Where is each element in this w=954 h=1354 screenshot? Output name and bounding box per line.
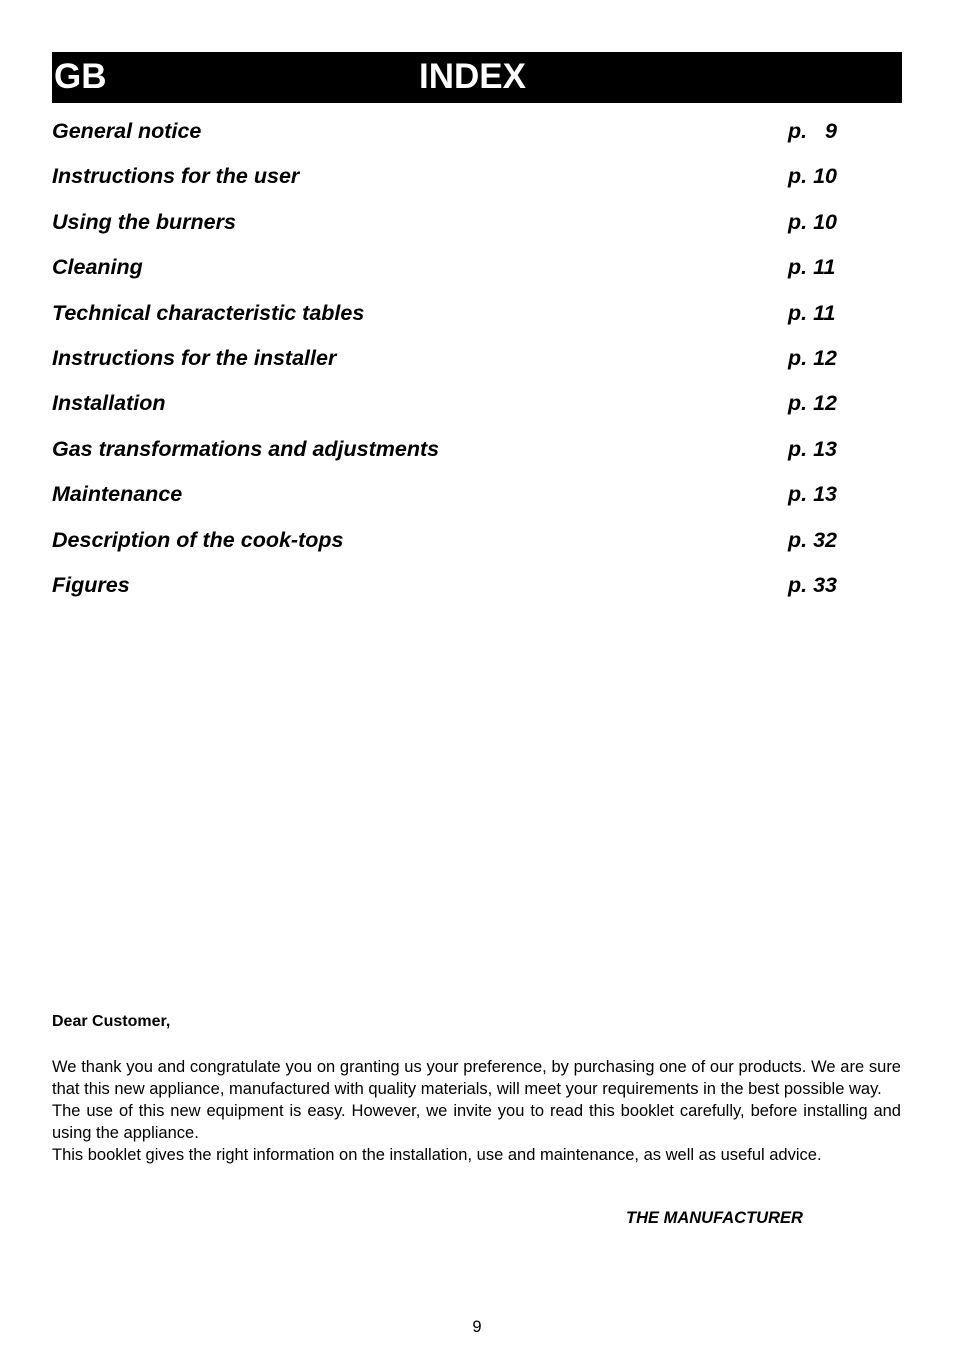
page-title: INDEX	[419, 57, 526, 96]
letter-greeting: Dear Customer,	[52, 1013, 171, 1030]
toc-item-page: p. 33	[788, 572, 837, 597]
letter-paragraph: The use of this new equipment is easy. However, we invite you to read this booklet carefully, before installing and using the appliance.	[52, 1102, 901, 1142]
letter-paragraph: This booklet gives the right information on the installation, use and maintenance, as well as useful advice.	[52, 1146, 822, 1164]
toc-item-page: p. 12	[788, 391, 837, 416]
toc-item-page: p. 13	[788, 482, 837, 507]
toc-item	[52, 247, 902, 292]
language-code: GB	[54, 57, 107, 96]
index-header-bar	[52, 52, 902, 103]
toc-item-page: p. 11	[788, 255, 836, 280]
toc-item-title: Installation	[52, 391, 166, 416]
toc-item-page: p. 11	[788, 300, 836, 325]
toc-item	[52, 338, 902, 383]
letter-body	[52, 1056, 901, 1166]
page-number: 9	[472, 1318, 482, 1336]
toc-item-page: p. 9	[788, 119, 837, 143]
toc-item-title: General notice	[52, 119, 202, 143]
toc-item-page: p. 10	[788, 209, 837, 234]
toc-item-title: Description of the cook-tops	[52, 527, 344, 552]
toc-item	[52, 156, 902, 201]
toc-item	[52, 293, 902, 338]
toc-item	[52, 474, 902, 519]
toc-item-page: p. 12	[788, 345, 837, 370]
letter-paragraph: We thank you and congratulate you on granting us your preference, by purchasing one of our products. We are sure that this new appliance, manufactured with quality materials, will meet your requirements in the best possible way.	[52, 1058, 901, 1098]
toc-item	[52, 383, 902, 428]
letter-signature: THE MANUFACTURER	[626, 1209, 803, 1227]
toc-item-page: p. 13	[788, 436, 837, 461]
toc-item	[52, 202, 902, 247]
toc-item-title: Cleaning	[52, 255, 143, 280]
toc-item-page: p. 10	[788, 164, 837, 189]
toc-item-title: Maintenance	[52, 482, 183, 507]
toc-item-title: Gas transformations and adjustments	[52, 436, 440, 461]
toc-item-title: Instructions for the installer	[52, 345, 337, 370]
toc-item	[52, 520, 902, 565]
toc-item	[52, 111, 902, 156]
table-of-contents	[52, 111, 902, 610]
toc-item-title: Instructions for the user	[52, 164, 300, 189]
toc-item-title: Using the burners	[52, 209, 236, 234]
toc-item	[52, 565, 902, 610]
toc-item-title: Figures	[52, 572, 130, 597]
toc-item	[52, 429, 902, 474]
toc-item-title: Technical characteristic tables	[52, 300, 365, 325]
toc-item-page: p. 32	[788, 527, 837, 552]
